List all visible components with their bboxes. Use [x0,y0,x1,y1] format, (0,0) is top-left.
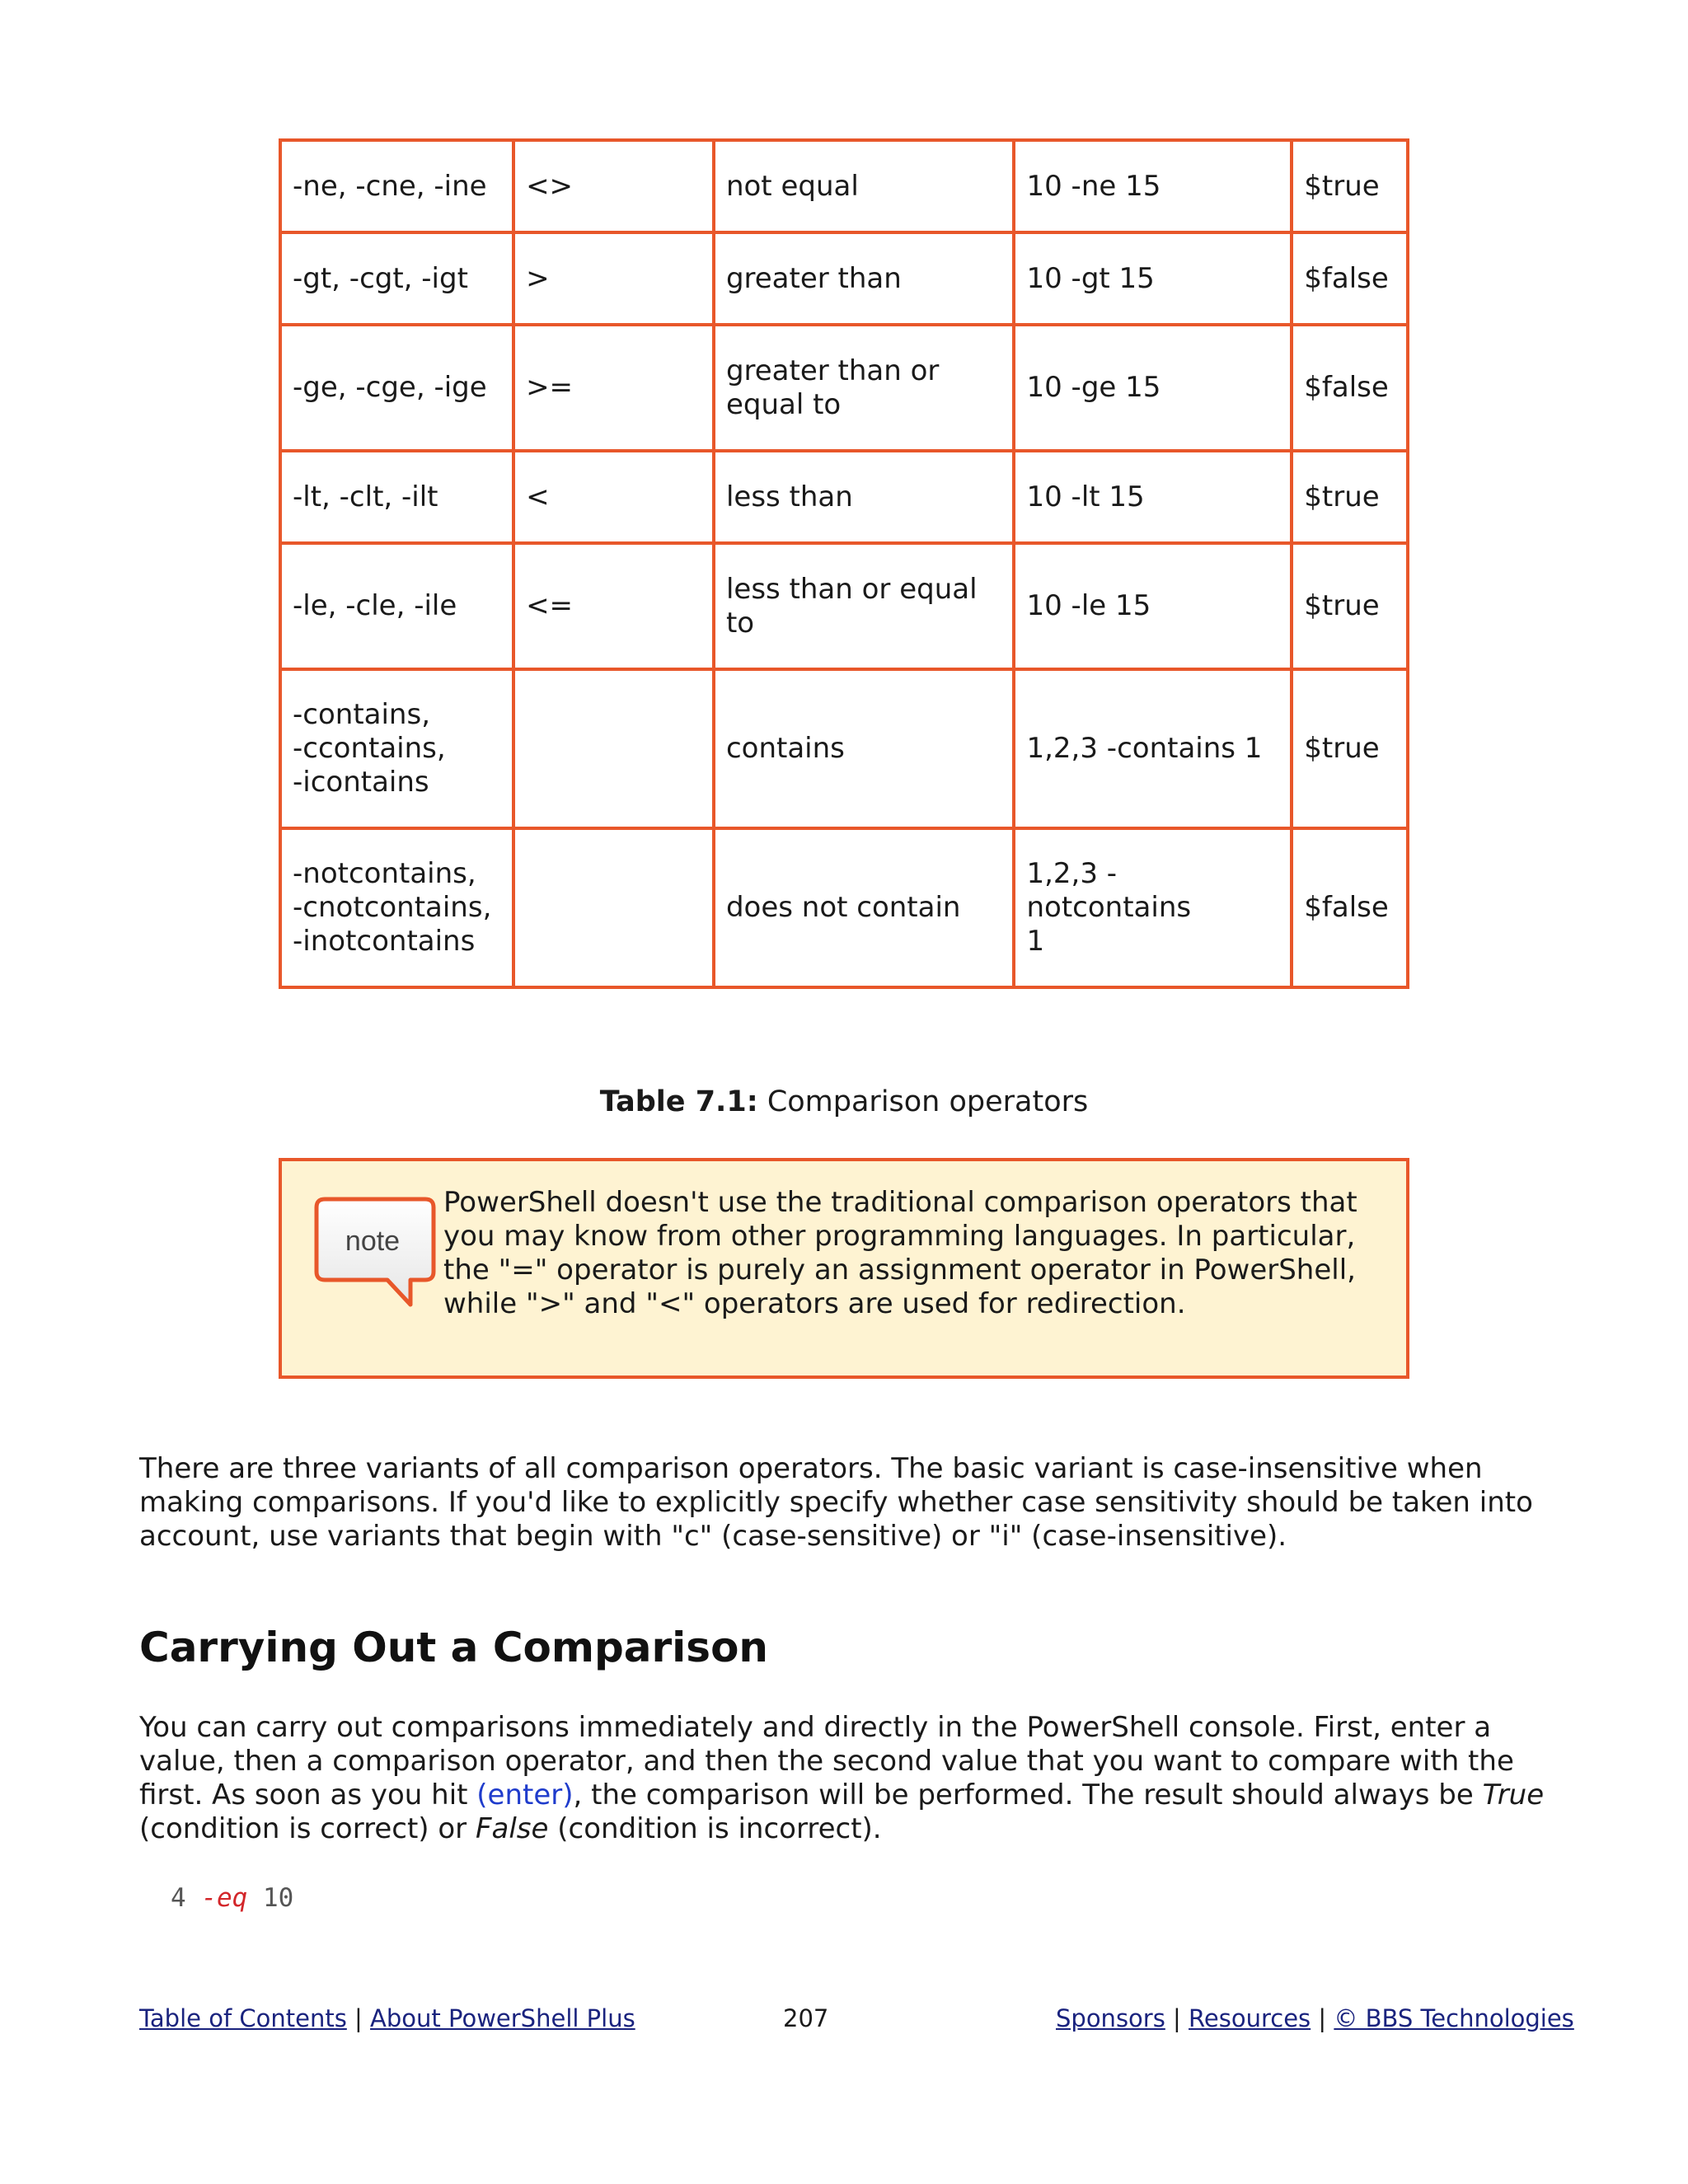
operator-cell: -lt, -clt, -ilt [280,451,513,543]
table-row [280,232,1408,325]
table-row [280,140,1408,232]
operator-cell: -ge, -cge, -ige [280,325,513,451]
meaning-cell: contains [714,669,1015,828]
code-operator: -eq [201,1883,248,1913]
symbol-cell: <> [513,140,714,232]
meaning-cell: greater than [714,232,1015,325]
example-cell: 1,2,3 -contains 1 [1014,669,1292,828]
result-cell: $false [1292,828,1408,987]
footer-separator: | [1318,2004,1327,2032]
example-cell: 10 -ge 15 [1014,325,1292,451]
result-cell: $true [1292,543,1408,669]
paragraph-text: , the comparison will be performed. The result should always be [573,1779,1483,1811]
paragraph-text: You can carry out comparisons immediately and directly in the PowerShell console. First, enter a value, then a comparison operator, and then the second value that you want to compare with the first. As soon as you hit [139,1711,1514,1811]
footer-separator: | [1173,2004,1181,2032]
footer-left-links [139,2004,635,2032]
table-row [280,828,1408,987]
table-of-contents-link[interactable]: Table of Contents [139,2004,347,2032]
operator-cell: -notcontains, -cnotcontains, -inotcontains [280,828,513,987]
code-left: 4 [171,1883,202,1913]
result-cell: $true [1292,669,1408,828]
caption-text: Comparison operators [757,1085,1089,1118]
intro-paragraph: There are three variants of all comparison operators. The basic variant is case-insensitive when making comparisons. If you'd like to explicitly specify whether case sensitivity should be taken into account, use variants that begin with "c" (case-sensitive) or "i" (case-insensitive). [139,1452,1533,1553]
comparison-operators-table [279,138,1409,989]
true-word: True [1482,1779,1545,1811]
footer-separator: | [354,2004,363,2032]
note-icon [313,1196,437,1313]
comparison-paragraph [139,1711,1557,1846]
symbol-cell [513,669,714,828]
sponsors-link[interactable]: Sponsors [1056,2004,1165,2032]
meaning-cell: less than [714,451,1015,543]
example-cell: 10 -gt 15 [1014,232,1292,325]
page-number: 207 [783,2004,829,2032]
copyright-link[interactable]: © BBS Technologies [1334,2004,1574,2032]
table-row [280,669,1408,828]
table-caption [0,1085,1688,1118]
table-row [280,543,1408,669]
code-example [171,1883,293,1913]
paragraph-text: (condition is correct) or [139,1812,476,1845]
meaning-cell: not equal [714,140,1015,232]
result-cell: $false [1292,325,1408,451]
operator-cell: -ne, -cne, -ine [280,140,513,232]
result-cell: $true [1292,140,1408,232]
note-icon-label: note [345,1226,401,1257]
symbol-cell: < [513,451,714,543]
symbol-cell: >= [513,325,714,451]
false-word: False [475,1812,549,1845]
operator-cell: -gt, -cgt, -igt [280,232,513,325]
meaning-cell: less than or equal to [714,543,1015,669]
result-cell: $true [1292,451,1408,543]
operator-cell: -contains, -ccontains, -icontains [280,669,513,828]
table-row [280,325,1408,451]
meaning-cell: does not contain [714,828,1015,987]
code-right: 10 [247,1883,294,1913]
symbol-cell: > [513,232,714,325]
example-cell: 10 -lt 15 [1014,451,1292,543]
footer-right-links [1056,2004,1574,2032]
result-cell: $false [1292,232,1408,325]
section-heading: Carrying Out a Comparison [139,1624,769,1671]
caption-label: Table 7.1: [599,1085,758,1118]
symbol-cell [513,828,714,987]
meaning-cell: greater than or equal to [714,325,1015,451]
symbol-cell: <= [513,543,714,669]
table-row [280,451,1408,543]
example-cell: 10 -ne 15 [1014,140,1292,232]
paragraph-text: (condition is incorrect). [548,1812,882,1845]
example-cell: 10 -le 15 [1014,543,1292,669]
operator-cell: -le, -cle, -ile [280,543,513,669]
about-powershell-plus-link[interactable]: About PowerShell Plus [370,2004,635,2032]
enter-key-text: (enter) [476,1779,574,1811]
note-text: PowerShell doesn't use the traditional comparison operators that you may know from other programming languages. In particular, the "=" operator is purely an assignment operator in PowerShell, while ">" and "<" operators are used for redirection. [443,1186,1357,1320]
resources-link[interactable]: Resources [1189,2004,1311,2032]
example-cell: 1,2,3 -notcontains 1 [1014,828,1292,987]
note-box [279,1158,1409,1379]
